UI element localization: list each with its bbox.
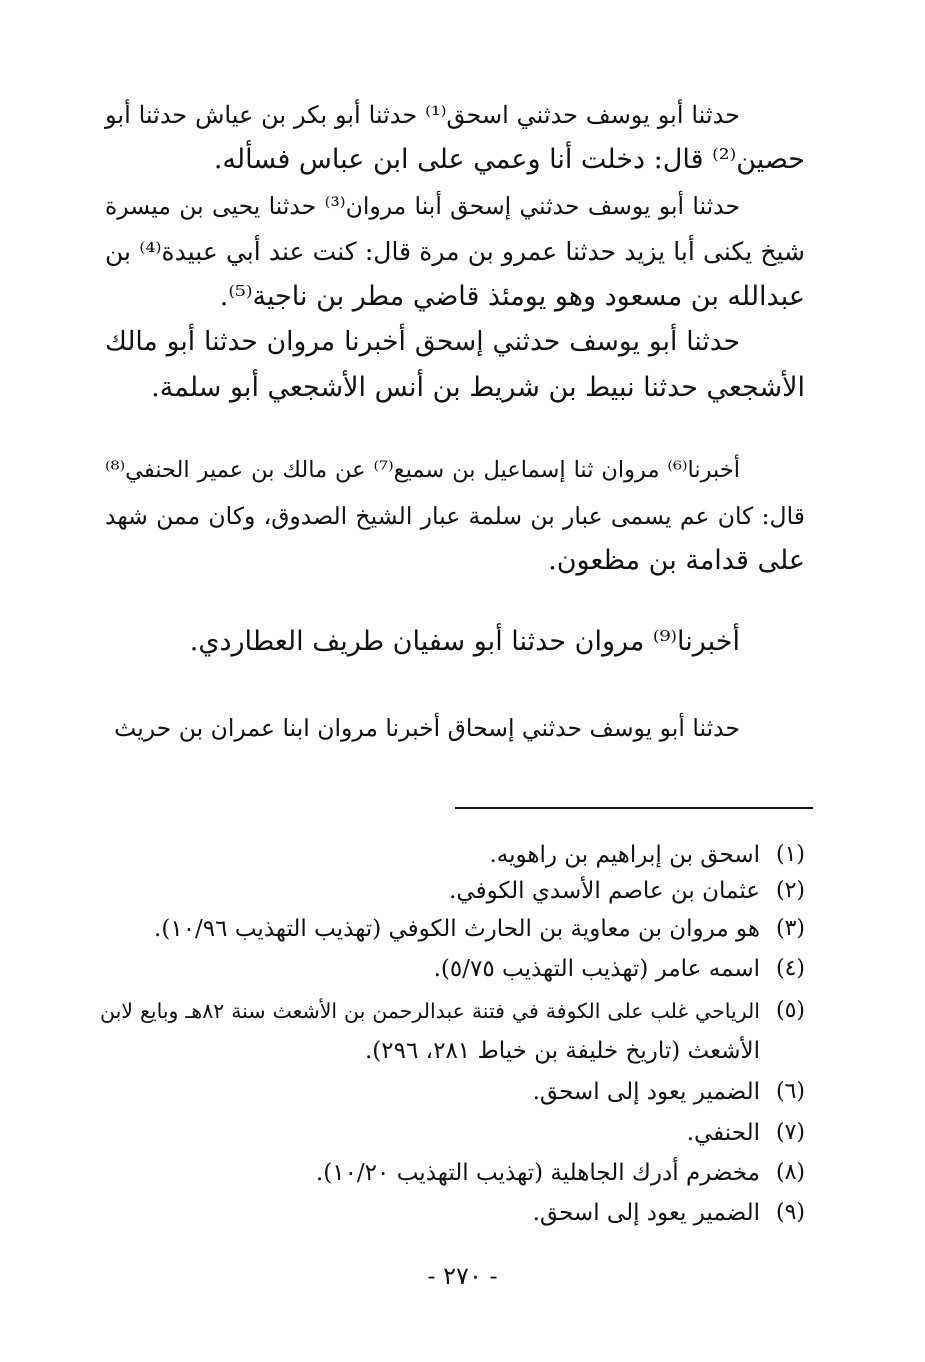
footnote-text: الضمير يعود إلى اسحق. (532, 1200, 760, 1226)
body-line: عبدالله بن مسعود وهو يومئذ قاضي مطر بن ناجية⁽⁵⁾. (219, 281, 805, 312)
body-line: قال: كان عم يسمى عبار بن سلمة عبار الشيخ الصدوق، وكان ممن شهد (105, 502, 805, 530)
footnote-number: (١) (775, 842, 805, 867)
footnote-text: مخضرم أدرك الجاهلية (تهذيب التهذيب ١٠/٢٠). (315, 1160, 760, 1186)
footnote-number: (٦) (775, 1079, 805, 1104)
footnote-text: عثمان بن عاصم الأسدي الكوفي. (449, 878, 760, 904)
footnote-number: (٤) (775, 956, 805, 981)
footnote-text: هو مروان بن معاوية بن الحارث الكوفي (تهذيب التهذيب ١٠/٩٦). (154, 916, 760, 942)
footnote-number: (٨) (775, 1160, 805, 1185)
footnote-separator (455, 807, 813, 809)
footnote-number: (٣) (775, 916, 805, 941)
footnote-text: الرياحي غلب على الكوفة في فتنة عبدالرحمن بن الأشعث سنة ٨٢هـ وبايع لابن (100, 999, 760, 1023)
page-number: - ٢٧٠ - (427, 1262, 498, 1290)
footnote-number: (٥) (775, 998, 805, 1023)
footnote-text: الحنفي. (686, 1120, 760, 1146)
footnote-number: (٧) (775, 1120, 805, 1145)
body-line: حصين⁽²⁾ قال: دخلت أنا وعمي على ابن عباس فسأله. (213, 144, 805, 175)
footnote-text: الضمير يعود إلى اسحق. (532, 1079, 760, 1105)
footnote-number: (٩) (775, 1200, 805, 1225)
footnote-text: اسحق بن إبراهيم بن راهويه. (489, 842, 760, 868)
body-line: حدثنا أبو يوسف حدثني إسحق أبنا مروان⁽³⁾ حدثنا يحيى بن ميسرة (105, 192, 741, 220)
body-line: حدثنا أبو يوسف حدثني إسحاق أخبرنا مروان ابنا عمران بن حريث (114, 714, 740, 742)
body-line: حدثنا أبو يوسف حدثني اسحق⁽¹⁾ حدثنا أبو بكر بن عياش حدثنا أبو (105, 101, 741, 129)
footnote-text: الأشعث (تاريخ خليفة بن خياط ٢٨١، ٢٩٦). (365, 1038, 760, 1064)
body-line: حدثنا أبو يوسف حدثني إسحق أخبرنا مروان حدثنا أبو مالك (105, 326, 740, 357)
body-line: شيخ يكنى أبا يزيد حدثنا عمرو بن مرة قال: كنت عند أبي عبيدة⁽⁴⁾ بن (105, 237, 805, 266)
body-line: أخبرنا⁽⁹⁾ مروان حدثنا أبو سفيان طريف العطاردي. (189, 626, 740, 657)
footnote-text: اسمه عامر (تهذيب التهذيب ٥/٧٥). (433, 956, 760, 982)
footnote-number: (٢) (775, 878, 805, 903)
body-line: على قدامة بن مظعون. (548, 545, 805, 576)
body-line: أخبرنا⁽⁶⁾ مروان ثنا إسماعيل بن سميع⁽⁷⁾ عن مالك بن عمير الحنفي⁽⁸⁾ (105, 457, 740, 483)
body-line: الأشجعي حدثنا نبيط بن شريط بن أنس الأشجعي أبو سلمة. (151, 372, 805, 403)
